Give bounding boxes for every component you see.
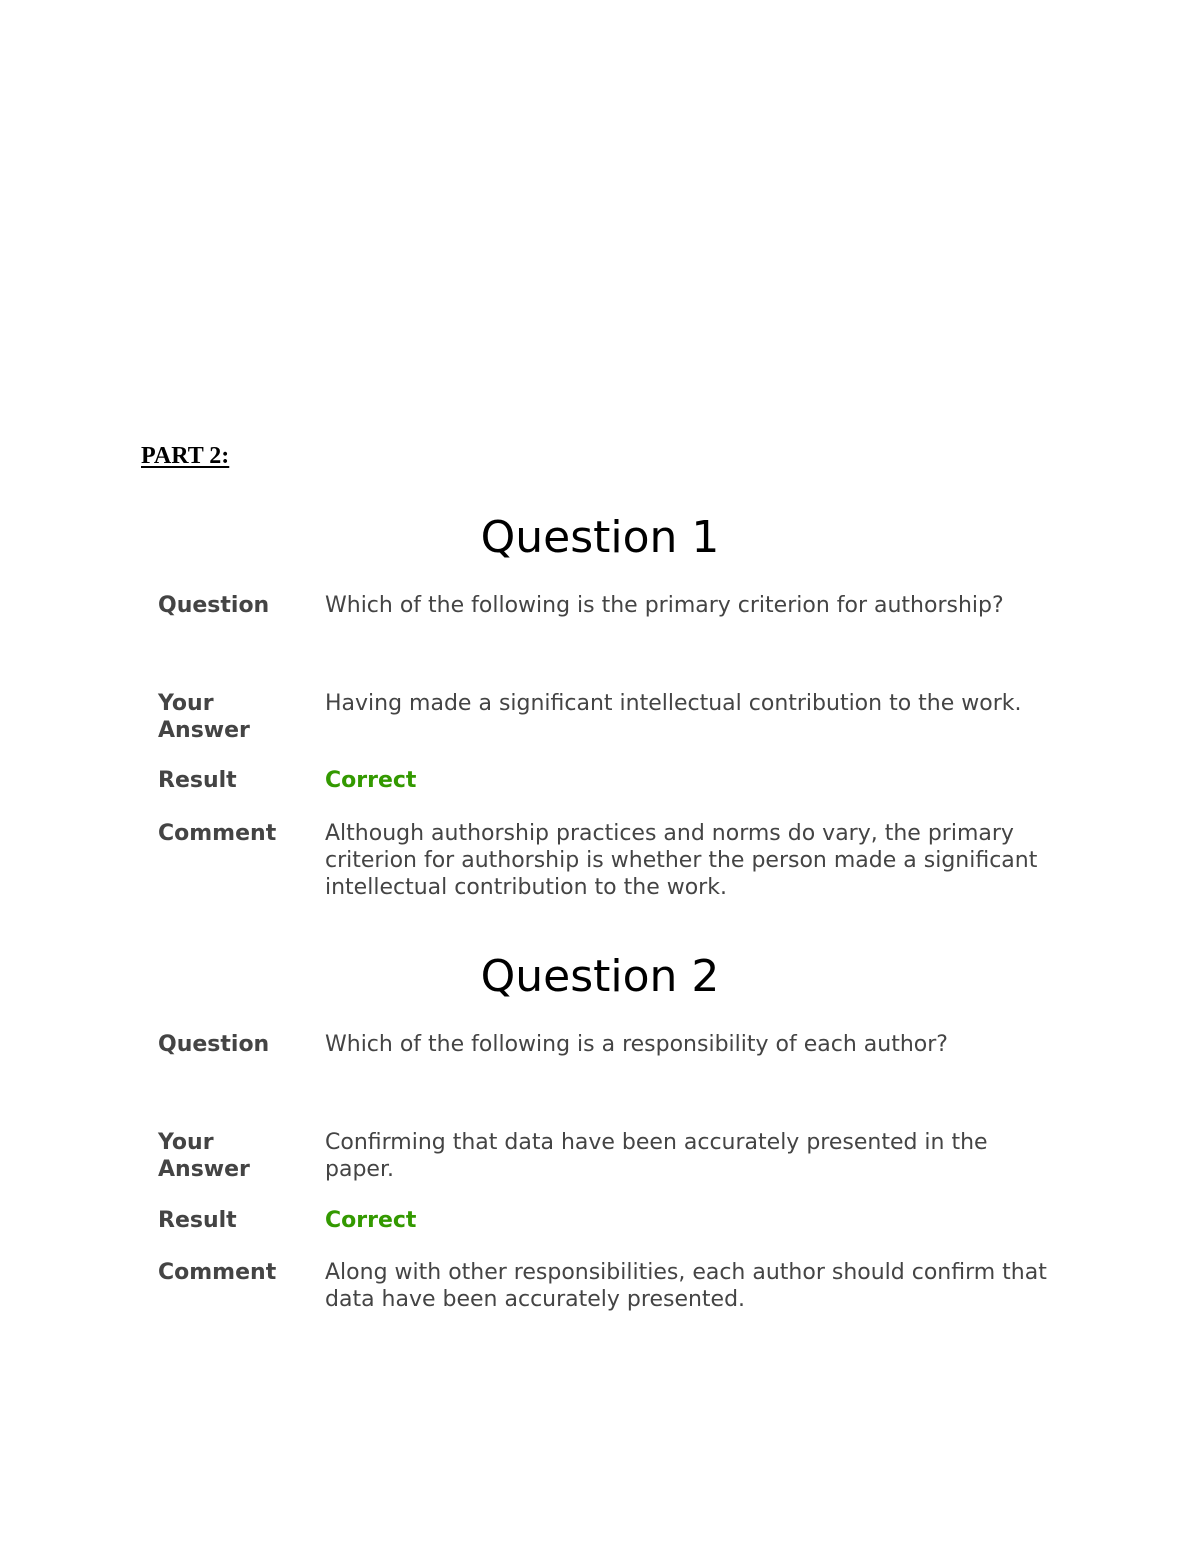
comment-text: Along with other responsibilities, each author should confirm that data have been accurately presented.: [325, 1260, 1047, 1312]
comment-label: Comment: [158, 821, 277, 846]
result-status: Correct: [325, 768, 417, 793]
comment-label: Comment: [158, 1260, 277, 1285]
your-answer-label: Your Answer: [158, 1130, 250, 1182]
your-answer-text: Having made a significant intellectual contribution to the work.: [325, 691, 1022, 716]
question-1-title: Question 1: [480, 512, 720, 563]
question-2-title: Question 2: [480, 951, 720, 1002]
result-label: Result: [158, 768, 237, 793]
result-label: Result: [158, 1208, 237, 1233]
your-answer-label: Your Answer: [158, 691, 250, 743]
question-label: Question: [158, 1032, 270, 1057]
question-label: Question: [158, 593, 270, 618]
part-heading: PART 2:: [141, 443, 230, 469]
question-text: Which of the following is the primary criterion for authorship?: [325, 593, 1004, 618]
your-answer-text: Confirming that data have been accurately presented in the paper.: [325, 1130, 988, 1182]
question-text: Which of the following is a responsibility of each author?: [325, 1032, 948, 1057]
result-status: Correct: [325, 1208, 417, 1233]
comment-text: Although authorship practices and norms do vary, the primary criterion for authorship is whether the person made a significant intellectual contribution to the work.: [325, 821, 1038, 900]
